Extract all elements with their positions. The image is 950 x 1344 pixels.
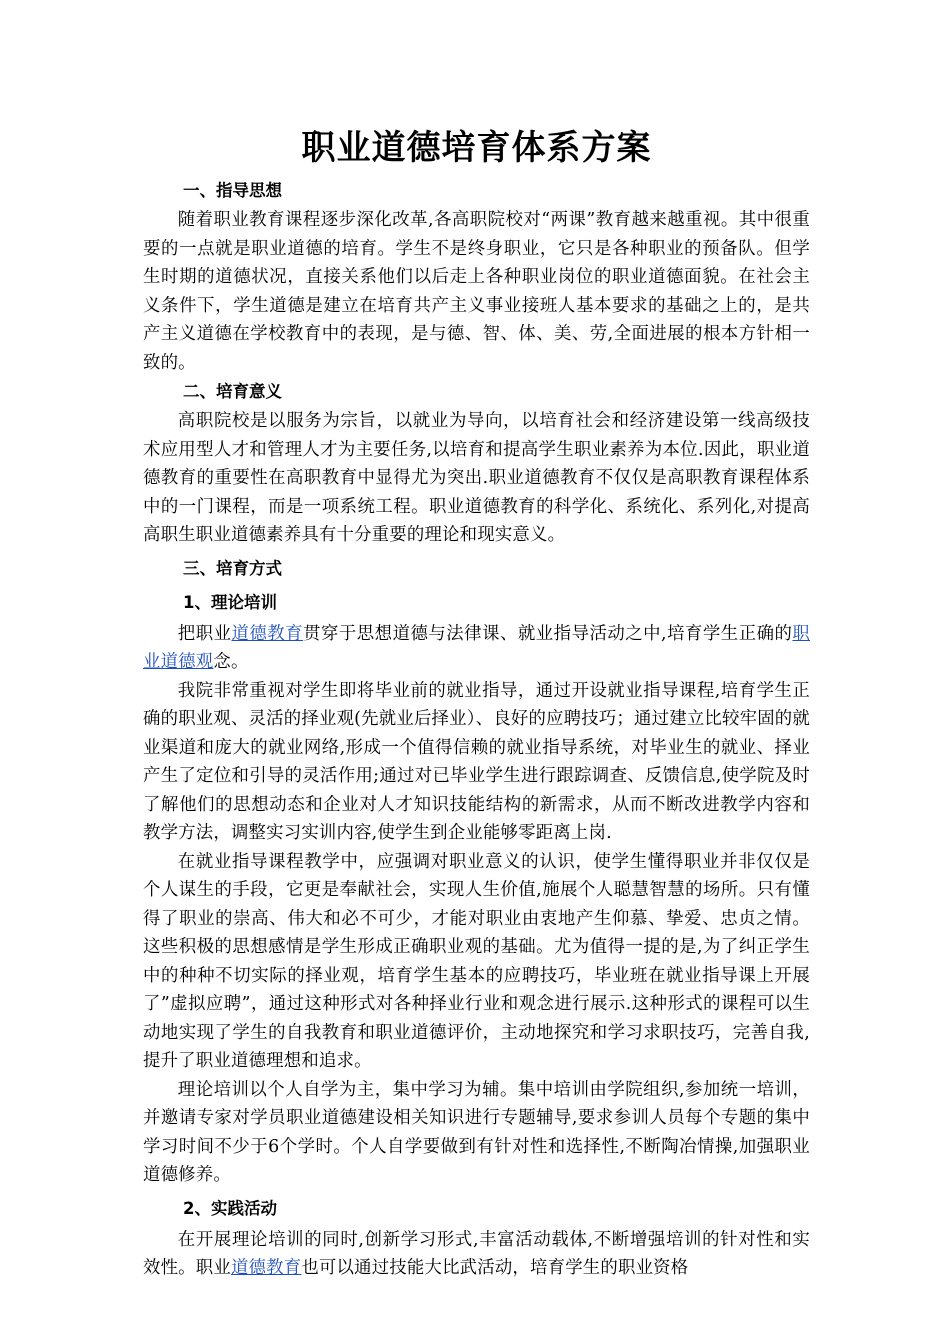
link-moral-education[interactable]: 道德教育 [231,623,304,644]
section-heading-guiding-thought: 一、指导思想 [183,181,282,200]
link-professional-ethics-view[interactable]: 职业道德观 [143,623,810,672]
paragraph-practice [143,1226,810,1283]
paragraph-course-teaching: 在就业指导课程教学中，应强调对职业意义的认识，使学生懂得职业并非仅仅是个人谋生的手段，它更是奉献社会，实现人生价值,施展个人聪慧智慧的场所。只有懂得了职业的崇高、伟大和必不可少，才能对职业由衷地产生仰慕、挚爱、忠贞之情。这些积极的思想感情是学生形成正确职业观的基础。尤为值得一提的是,为了纠正学生中的种种不切实际的择业观，培育学生基本的应聘技巧，毕业班在就业指导课上开展了”虚拟应聘”，通过这种形式对各种择业行业和观念进行展示.这种形式的课程可以生动地实现了学生的自我教育和职业道德评价，主动地探究和学习求职技巧，完善自我,提升了职业道德理想和追求。 [143,851,810,1071]
text-segment: 也可以通过技能大比武活动，培育学生的职业资格 [301,1258,689,1278]
paragraph-self-study: 理论培训以个人自学为主，集中学习为辅。集中培训由学院组织,参加统一培训，并邀请专家对学员职业道德建设相关知识进行专题辅导,要求参训人员每个专题的集中学习时间不少于6个学时。个人自学要做到有针对性和选择性,不断陶冶情操,加强职业道德修养。 [143,1079,810,1185]
document-title: 职业道德培育体系方案 [301,128,652,168]
link-moral-education-2[interactable]: 道德教育 [230,1258,302,1278]
text-segment: 在开展理论培训的同时,创新学习形式,丰富活动载体,不断增强培训的针对性和实效性。职业 [143,1229,810,1278]
subsection-heading-practice: 2、实践活动 [183,1198,277,1218]
paragraph-employment-guidance: 我院非常重视对学生即将毕业前的就业指导，通过开设就业指导课程,培育学生正确的职业观、灵活的择业观(先就业后择业）、良好的应聘技巧；通过建立比较牢固的就业渠道和庞大的就业网络,形成一个值得信赖的就业指导系统，对毕业生的就业、择业产生了定位和引导的灵活作用;通过对已毕业学生进行跟踪调查、反馈信息,使学院及时了解他们的思想动态和企业对人才知识技能结构的新需求，从而不断改进教学内容和教学方法，调整实习实训内容,使学生到企业能够零距离上岗. [143,680,810,843]
section-heading-significance: 二、培育意义 [183,382,282,401]
section-heading-methods: 三、培育方式 [183,558,282,578]
paragraph-theory-intro [143,620,810,677]
text-segment: 贯穿于思想道德与法律课、就业指导活动之中,培育学生正确的 [303,623,793,644]
paragraph-guiding-thought: 随着职业教育课程逐步深化改革,各高职院校对“两课”教育越来越重视。其中很重要的一点就是职业道德的培育。学生不是终身职业，它只是各种职业的预备队。但学生时期的道德状况，直接关系他们以后走上各种职业岗位的职业道德面貌。在社会主义条件下，学生道德是建立在培育共产主义事业接班人基本要求的基础之上的，是共产主义道德在学校教育中的表现，是与德、智、体、美、劳,全面进展的根本方针相一致的。 [143,210,810,373]
text-segment: 念。 [213,652,249,672]
subsection-heading-theory-training: 1、理论培训 [183,592,277,612]
text-segment: 把职业 [177,623,232,644]
paragraph-significance: 高职院校是以服务为宗旨，以就业为导向，以培育社会和经济建设第一线高级技术应用型人才和管理人才为主要任务,以培育和提高学生职业素养为本位.因此，职业道德教育的重要性在高职教育中显得尤为突出.职业道德教育不仅仅是高职教育课程体系中的一门课程，而是一项系统工程。职业道德教育的科学化、系统化、系列化,对提高高职生职业道德素养具有十分重要的理论和现实意义。 [143,411,810,545]
